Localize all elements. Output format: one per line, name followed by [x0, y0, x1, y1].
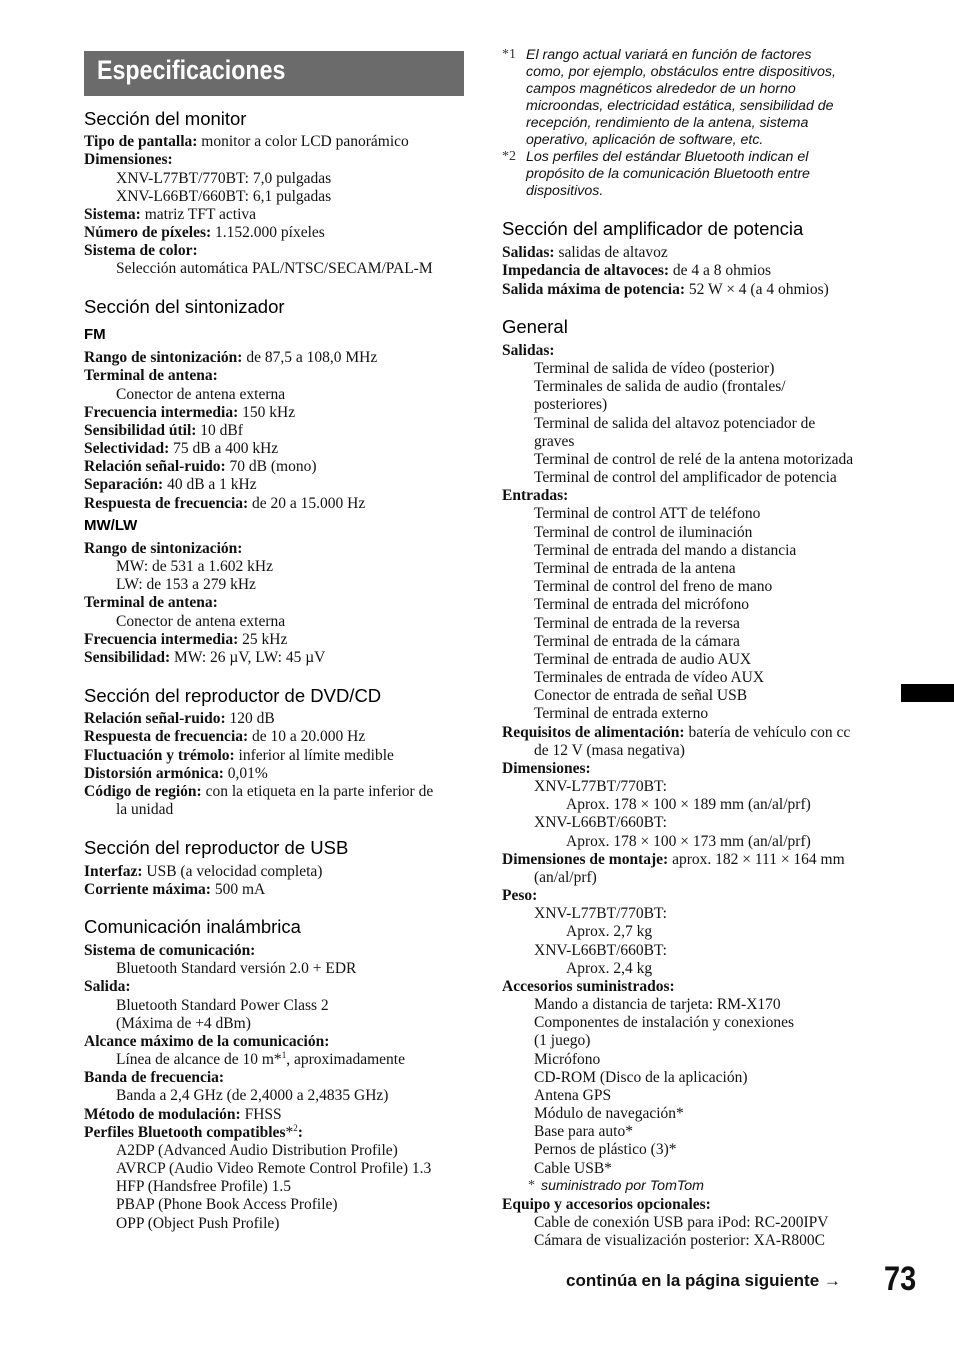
spec-label: Terminal de antena: [84, 367, 218, 384]
spec-value: Aprox. 2,4 kg [566, 960, 653, 977]
dvd-heading: Sección del reproductor de DVD/CD [84, 685, 382, 706]
general-heading: General [502, 316, 568, 337]
list-item: Terminal de entrada de audio AUX [534, 651, 752, 668]
spec-line: Dimensiones de montaje: aprox. 182 × 111 × 164 mm [502, 851, 845, 868]
spec-label: Dimensiones: [502, 760, 591, 777]
spec-label: Rango de sintonización: [84, 540, 243, 557]
spec-line: Separación: 40 dB a 1 kHz [84, 476, 257, 493]
spec-line: Tipo de pantalla: monitor a color LCD panorámico [84, 133, 409, 150]
spec-value: Aprox. 2,7 kg [566, 923, 653, 940]
spec-value: XNV-L66BT/660BT: [534, 814, 667, 831]
spec-value: Conector de antena externa [116, 386, 286, 403]
spec-label: Alcance máximo de la comunicación: [84, 1033, 330, 1050]
list-item: Terminal de salida del altavoz potenciador de [534, 415, 816, 432]
spec-value: Bluetooth Standard versión 2.0 + EDR [116, 960, 357, 977]
list-item: Terminal de control de relé de la antena motorizada [534, 451, 854, 468]
list-item: Conector de entrada de señal USB [534, 687, 748, 704]
list-item: HFP (Handsfree Profile) 1.5 [116, 1178, 292, 1195]
spec-value: Banda a 2,4 GHz (de 2,4000 a 2,4835 GHz) [116, 1087, 389, 1104]
spec-line: Impedancia de altavoces: de 4 a 8 ohmios [502, 262, 772, 279]
fm-heading: FM [84, 326, 106, 343]
spec-label: Terminal de antena: [84, 594, 218, 611]
spec-line: Salida máxima de potencia: 52 W × 4 (a 4 ohmios) [502, 281, 829, 298]
spec-label: Accesorios suministrados: [502, 978, 675, 995]
monitor-heading: Sección del monitor [84, 108, 247, 129]
list-item: OPP (Object Push Profile) [116, 1215, 280, 1232]
spec-label: Banda de frecuencia: [84, 1069, 225, 1086]
list-item: Terminal de entrada de la antena [534, 560, 736, 577]
list-item: Terminal de entrada de la cámara [534, 633, 740, 650]
spec-label: Peso: [502, 887, 538, 904]
spec-line: Frecuencia intermedia: 25 kHz [84, 631, 288, 648]
list-item: graves [534, 433, 575, 450]
list-item: Módulo de navegación* [534, 1105, 684, 1122]
spec-label: Perfiles Bluetooth compatibles*$^2$: [84, 1122, 303, 1141]
list-item: Terminales de salida de audio (frontales/ [534, 378, 786, 395]
list-item: Terminal de control del freno de mano [534, 578, 773, 595]
spec-line: Sensibilidad: MW: 26 µV, LW: 45 µV [84, 649, 326, 666]
spec-line: Método de modulación: FHSS [84, 1106, 282, 1123]
spec-line: Respuesta de frecuencia: de 20 a 15.000 Hz [84, 495, 366, 512]
spec-line: Frecuencia intermedia: 150 kHz [84, 404, 296, 421]
spec-value: XNV-L77BT/770BT: 7,0 pulgadas [116, 170, 332, 187]
usb-heading: Sección del reproductor de USB [84, 837, 349, 858]
spec-line: Relación señal-ruido: 120 dB [84, 710, 275, 727]
list-item: Base para auto* [534, 1123, 633, 1140]
spec-label: Dimensiones: [84, 151, 173, 168]
list-item: Terminal de entrada del micrófono [534, 596, 749, 613]
spec-line: Rango de sintonización: de 87,5 a 108,0 MHz [84, 349, 378, 366]
spec-label: Sistema de color: [84, 242, 198, 259]
amp-heading: Sección del amplificador de potencia [502, 218, 804, 239]
list-item: Antena GPS [534, 1087, 612, 1104]
footnote-line: El rango actual variará en función de factores [526, 47, 812, 63]
spec-line: Requisitos de alimentación: batería de vehículo con cc [502, 724, 851, 741]
page-number: 73 [884, 1260, 917, 1298]
list-item: Mando a distancia de tarjeta: RM-X170 [534, 996, 781, 1013]
list-item: Terminal de salida de vídeo (posterior) [534, 360, 775, 377]
list-item: Terminal de entrada del mando a distancia [534, 542, 797, 559]
spec-value: (an/al/prf) [534, 869, 597, 886]
continue-note: continúa en la página siguiente → [566, 1271, 841, 1290]
spec-line: Sensibilidad útil: 10 dBf [84, 422, 243, 439]
spec-value: XNV-L77BT/770BT: [534, 778, 667, 795]
spec-line: Fluctuación y trémolo: inferior al límite medible [84, 747, 394, 764]
spec-value: XNV-L66BT/660BT: [534, 942, 667, 959]
accessory-note-mark: * [528, 1178, 535, 1193]
footnote-line: operativo, aplicación de software, etc. [526, 132, 764, 148]
page-title: Especificaciones [97, 55, 286, 85]
spec-value: XNV-L77BT/770BT: [534, 905, 667, 922]
footnote-line: como, por ejemplo, obstáculos entre dispositivos, [526, 64, 836, 80]
footnote-line: propósito de la comunicación Bluetooth entre [526, 166, 810, 182]
spec-line: Corriente máxima: 500 mA [84, 881, 266, 898]
spec-label: Salida: [84, 978, 131, 995]
list-item: Componentes de instalación y conexiones [534, 1014, 794, 1031]
page-title-bar [84, 51, 464, 96]
spec-label: Salidas: [502, 342, 555, 359]
spec-line: Sistema: matriz TFT activa [84, 206, 257, 223]
spec-label: Sistema de comunicación: [84, 942, 256, 959]
list-item: Cable de conexión USB para iPod: RC-200IPV [534, 1214, 829, 1231]
list-item: A2DP (Advanced Audio Distribution Profile) [116, 1142, 398, 1159]
spec-line: Código de región: con la etiqueta en la parte inferior de [84, 783, 434, 800]
spec-value: de 12 V (masa negativa) [534, 742, 685, 759]
list-item: PBAP (Phone Book Access Profile) [116, 1196, 338, 1213]
wireless-heading: Comunicación inalámbrica [84, 916, 301, 937]
spec-line: Número de píxeles: 1.152.000 píxeles [84, 224, 325, 241]
footnote-line: Los perfiles del estándar Bluetooth indican el [526, 149, 809, 165]
spec-value: Bluetooth Standard Power Class 2 [116, 997, 329, 1014]
footnote-line: campos magnéticos alrededor de un horno [526, 81, 796, 97]
spec-line: Respuesta de frecuencia: de 10 a 20.000 Hz [84, 728, 366, 745]
accessory-note: suministrado por TomTom [541, 1178, 704, 1194]
list-item: Terminal de control del amplificador de potencia [534, 469, 837, 486]
footnote-line: microondas, electricidad estática, sensibilidad de [526, 98, 834, 114]
spec-value: Selección automática PAL/NTSC/SECAM/PAL-M [116, 260, 433, 277]
list-item: Cámara de visualización posterior: XA-R800C [534, 1232, 825, 1249]
spec-value: XNV-L66BT/660BT: 6,1 pulgadas [116, 188, 332, 205]
list-item: Terminal de entrada externo [534, 705, 709, 722]
list-item: posteriores) [534, 396, 608, 413]
list-item: AVRCP (Audio Video Remote Control Profile) 1.3 [116, 1160, 432, 1177]
list-item: Micrófono [534, 1051, 601, 1068]
footnote-line: recepción, rendimiento de la antena, sistema [526, 115, 809, 131]
spec-line: Selectividad: 75 dB a 400 kHz [84, 440, 279, 457]
list-item: Terminal de control ATT de teléfono [534, 505, 761, 522]
spec-value: Aprox. 178 × 100 × 173 mm (an/al/prf) [566, 833, 811, 850]
spec-value: la unidad [116, 801, 174, 818]
spec-value: Línea de alcance de 10 m*$^1$, aproximadamente [116, 1049, 405, 1068]
spec-value: MW: de 531 a 1.602 kHz [116, 558, 273, 575]
list-item: Terminal de control de iluminación [534, 524, 753, 541]
spec-value: LW: de 153 a 279 kHz [116, 576, 256, 593]
list-item: Cable USB* [534, 1160, 612, 1177]
list-item: Terminal de entrada de la reversa [534, 615, 740, 632]
spec-label: Equipo y accesorios opcionales: [502, 1196, 711, 1213]
section-tab-marker [901, 684, 954, 702]
list-item: CD-ROM (Disco de la aplicación) [534, 1069, 748, 1086]
list-item: Terminales de entrada de vídeo AUX [534, 669, 765, 686]
mw-lw-heading: MW/LW [84, 517, 138, 534]
list-item: Pernos de plástico (3)* [534, 1141, 677, 1158]
spec-value: Conector de antena externa [116, 613, 286, 630]
spec-value: (Máxima de +4 dBm) [116, 1015, 251, 1032]
footnote-mark: *1 [502, 47, 516, 62]
spec-line: Distorsión armónica: 0,01% [84, 765, 268, 782]
spec-value: Aprox. 178 × 100 × 189 mm (an/al/prf) [566, 796, 811, 813]
list-item: (1 juego) [534, 1032, 591, 1049]
footnote-line: dispositivos. [526, 183, 604, 199]
spec-line: Interfaz: USB (a velocidad completa) [84, 863, 323, 880]
spec-line: Salidas: salidas de altavoz [502, 244, 668, 261]
spec-line: Relación señal-ruido: 70 dB (mono) [84, 458, 317, 475]
spec-label: Entradas: [502, 487, 569, 504]
tuner-heading: Sección del sintonizador [84, 296, 285, 317]
footnote-mark: *2 [502, 149, 516, 164]
